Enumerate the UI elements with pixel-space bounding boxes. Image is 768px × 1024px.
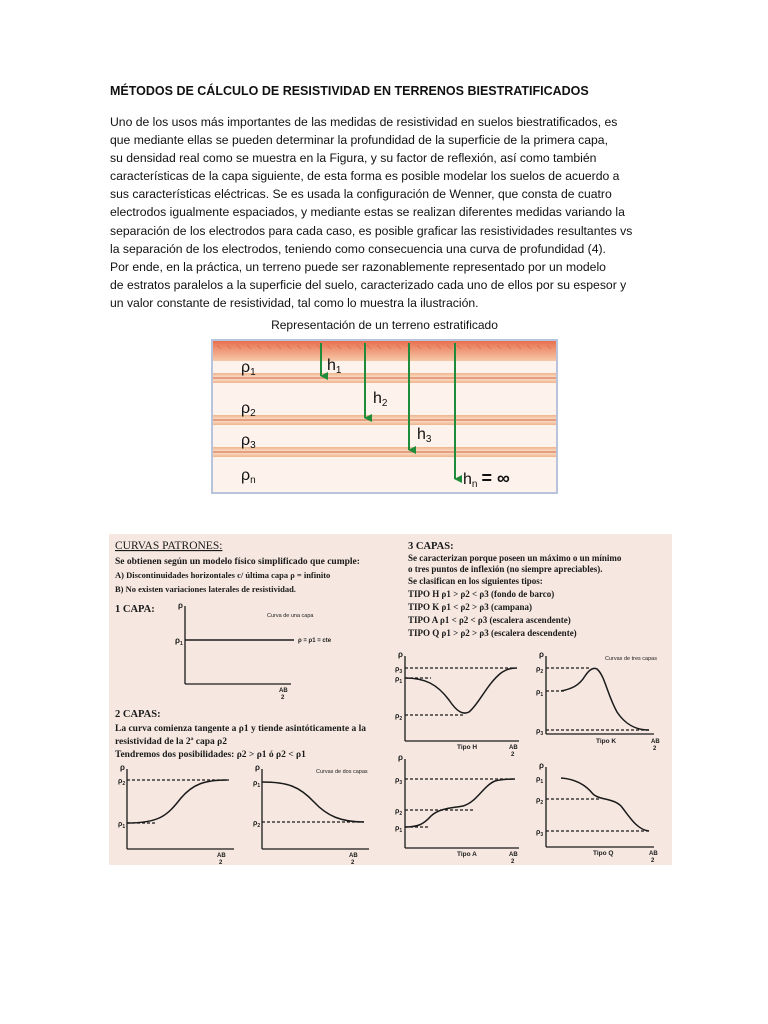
surface-band [213, 341, 556, 361]
figure-title: Representación de un terreno estratificado [271, 318, 498, 332]
paragraph-line: Por ende, en la práctica, un terreno puede ser razonablemente representado por un modelo [110, 259, 606, 274]
paragraph-line: de estratos paralelos a la superficie del suelo, caracterizado cada uno de ellos por su espesor y [110, 277, 627, 292]
paragraph-line: características de la capa siguiente, de esta forma es posible modelar los suelos de acuerdo a [110, 169, 620, 184]
rho2-mark: $\rho_2$ [118, 778, 126, 787]
rho-label-2: ρ2 [241, 400, 256, 419]
axis-x-den: 2 [281, 695, 285, 701]
axis-x-den: 2 [651, 858, 655, 864]
body-paragraph [110, 113, 670, 312]
three-layers-heading: 3 CAPAS: [408, 541, 454, 552]
type-h-line: TIPO H ρ1 > ρ2 < ρ3 (fondo de barco) [408, 589, 555, 599]
two-layers-line-1: La curva comienza tangente a ρ1 y tiende asintóticamente a la [115, 724, 366, 734]
left-line-1: Se obtienen según un modelo físico simplificado que cumple: [115, 557, 360, 567]
h-label-3: h3 [417, 426, 432, 445]
axis-x-den: 2 [511, 752, 515, 758]
axis-y-label: ρ [255, 763, 260, 772]
rho2-mark: $\rho_2$ [536, 797, 544, 806]
paragraph-line: Uno de los usos más importantes de las medidas de resistividad en suelos biestratificados, es [110, 115, 618, 129]
two-layers-caption: Curvas de dos capas [316, 769, 368, 775]
rho3-mark: $\rho_3$ [395, 777, 403, 786]
paragraph-line: sus características eléctricas. Se es usada la configuración de Wenner, que consta de cuatro [110, 187, 612, 202]
rho2-mark: $\rho_2$ [395, 808, 403, 817]
axis-y-label: ρ [120, 763, 125, 772]
type-k-line: TIPO K ρ1 < ρ2 > ρ3 (campana) [408, 602, 532, 612]
two-layers-line-2: resistividad de la 2ª capa ρ2 [115, 737, 228, 747]
rho1-mark: $\rho_1$ [395, 825, 403, 834]
rho2-mark: $\rho_2$ [395, 713, 403, 722]
two-layers-line-3: Tendremos dos posibilidades: ρ2 > ρ1 ó ρ2 < ρ1 [115, 750, 306, 760]
type-a-label: Tipo A [457, 851, 477, 858]
one-layer-caption: Curva de una capa [267, 613, 314, 619]
axis-x-num: AB [349, 853, 358, 859]
rho1-mark: $\rho_1$ [175, 636, 183, 647]
axis-x-num: AB [509, 852, 518, 858]
axis-y-label: ρ [539, 650, 544, 659]
type-h-label: Tipo H [457, 744, 478, 751]
axis-x-den: 2 [511, 859, 515, 865]
axis-x-num: AB [651, 739, 660, 745]
rho1-mark: $\rho_1$ [253, 780, 261, 789]
left-line-3: B) No existen variaciones laterales de resistividad. [115, 584, 296, 594]
axis-x-num: AB [279, 688, 288, 694]
left-line-2: A) Discontinuidades horizontales c/ última capa ρ = infinito [115, 570, 331, 580]
three-layers-caption: Curvas de tres capas [605, 656, 657, 662]
axis-x-den: 2 [653, 746, 657, 752]
rho3-mark: $\rho_3$ [395, 666, 403, 675]
rho1-mark: $\rho_1$ [536, 776, 544, 785]
axis-y-label: ρ [178, 601, 183, 610]
h-label-n: hn = ∞ [463, 468, 510, 490]
one-layer-equation: ρ = ρ1 = cte [298, 638, 332, 644]
right-line-1: Se caracterizan porque poseen un máximo o un mínimo [408, 553, 622, 563]
axis-y-label: ρ [398, 650, 403, 659]
two-layers-heading: 2 CAPAS: [115, 709, 161, 720]
rho3-mark: $\rho_3$ [536, 728, 544, 737]
axis-y-label: ρ [398, 753, 403, 762]
axis-x-den: 2 [219, 860, 223, 865]
paragraph-line: su densidad real como se muestra en la Figura, y su factor de reflexión, así como también [110, 151, 597, 166]
paragraph-line: que mediante ellas se pueden determinar la profundidad de la superficie de la primera capa, [110, 133, 608, 148]
axis-x-num: AB [509, 745, 518, 751]
paragraph-line: un valor constante de resistividad, tal como lo muestra la ilustración. [110, 295, 479, 310]
terrain-illustration [211, 339, 558, 494]
standard-curves-figure [109, 534, 672, 865]
type-q-line: TIPO Q ρ1 > ρ2 > ρ3 (escalera descendente) [408, 628, 577, 638]
paragraph-line: separación de los electrodos para cada caso, es posible graficar las resistividades resultantes vs [110, 223, 633, 238]
paragraph-line: electrodos igualmente espaciados, y mediante estas se realizan diferentes medidas variando la [110, 205, 625, 220]
document-title: MÉTODOS DE CÁLCULO DE RESISTIVIDAD EN TERRENOS BIESTRATIFICADOS [110, 84, 589, 98]
rho2-mark: $\rho_2$ [536, 666, 544, 675]
type-a-line: TIPO A ρ1 < ρ2 < ρ3 (escalera ascendente) [408, 615, 571, 625]
axis-x-den: 2 [351, 860, 355, 865]
axis-y-label: ρ [539, 761, 544, 770]
h-label-2: h2 [373, 390, 388, 409]
rho2-mark: $\rho_2$ [253, 820, 261, 829]
rho-label-n: ρn [241, 467, 256, 486]
standard-curves-scan [109, 534, 672, 865]
type-k-label: Tipo K [596, 738, 617, 745]
rho3-mark: $\rho_3$ [536, 829, 544, 838]
stratified-terrain-figure [211, 318, 558, 494]
h-label-1: h1 [327, 357, 342, 376]
axis-x-num: AB [649, 851, 658, 857]
paragraph-line: la separación de los electrodos, teniendo como consecuencia una curva de profundidad (4). [110, 241, 606, 256]
right-line-3: Se clasifican en los siguientes tipos: [408, 576, 543, 586]
rho-label-1: ρ1 [241, 359, 256, 378]
axis-x-num: AB [217, 853, 226, 859]
rho1-mark: $\rho_1$ [395, 676, 403, 685]
right-line-2: o tres puntos de inflexión (no siempre apreciables). [408, 564, 603, 574]
curvas-patrones-heading: CURVAS PATRONES: [115, 540, 223, 552]
rho1-mark: $\rho_1$ [118, 821, 126, 830]
rho1-mark: $\rho_1$ [536, 689, 544, 698]
rho-label-3: ρ3 [241, 432, 256, 451]
type-q-label: Tipo Q [593, 850, 614, 857]
one-layer-heading: 1 CAPA: [115, 604, 155, 615]
